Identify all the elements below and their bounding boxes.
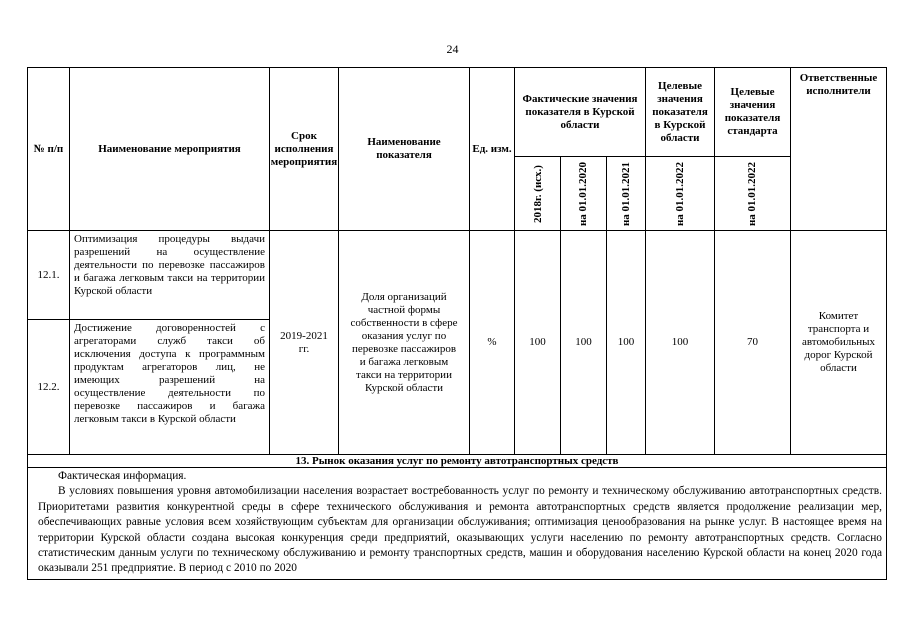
header-responsible: Ответственные исполнители	[790, 67, 887, 231]
deadline-cell: 2019-2021 гг.	[269, 230, 339, 455]
body-paragraph: В условиях повышения уровня автомобилизации населения возрастает востребованность услуг по ремонту и техническому обслуживанию автотранспортных средств. Приоритетами развития конкурентной среды в сфере технического обслуживания и ремонта автотранспортных средств является продолжение реализации мер, обеспечивающих равные условия всем хозяйствующим субъектам для организации обслуживания; оптимизация ценообразования на рынке услуг. В настоящее время на территории Курской области создана высокая конкуренция среди предприятий, оказывающих услуги населению по ремонту автотранспортных средств. Согласно статистическим данным услуги по техническому обслуживанию и ремонту транспортных средств, машин и оборудования населению Курской области на конец 2020 года оказывали 251 предприятие. В период с 2010 по 2020	[38, 485, 882, 575]
header-measure: Наименование мероприятия	[69, 67, 270, 231]
row-12-1-num: 12.1.	[27, 230, 70, 320]
header-target-standard: Целевые значения показателя стандарта	[714, 67, 791, 157]
body-text	[34, 466, 886, 578]
target-standard-cell: 70	[714, 230, 791, 455]
section-title: 13. Рынок оказания услуг по ремонту автотранспортных средств	[27, 454, 887, 468]
unit-cell: %	[469, 230, 515, 455]
header-deadline: Срок исполнения мероприятия	[269, 67, 339, 231]
page-number: 24	[446, 42, 459, 56]
header-target-region-date: на 01.01.2022	[645, 156, 715, 231]
header-target-region: Целевые значения показателя в Курской области	[645, 67, 715, 157]
target-region-cell: 100	[645, 230, 715, 455]
row-12-2-measure: Достижение договоренностей с агрегаторами служб такси об исключения доступа к программным продуктам агрегаторов лиц, не имеющих разрешений на осуществление деятельности по перевозке пассажиров и багажа легковым такси в Курской области	[69, 319, 270, 455]
value-2018-cell: 100	[514, 230, 561, 455]
header-actual-2020: на 01.01.2020	[560, 156, 607, 231]
value-2021-cell: 100	[606, 230, 646, 455]
header-unit: Ед. изм.	[469, 67, 515, 231]
responsible-cell: Комитет транспорта и автомобильных дорог Курской области	[790, 230, 887, 455]
header-indicator: Наименование показателя	[338, 67, 470, 231]
header-target-standard-date: на 01.01.2022	[714, 156, 791, 231]
header-num: № п/п	[27, 67, 70, 231]
indicator-cell: Доля организаций частной формы собственности в сфере оказания услуг по перевозке пассажиров и багажа легковым такси на территории Курской области	[338, 230, 470, 455]
body-label: Фактическая информация.	[58, 470, 187, 482]
header-actual-2018: 2018г. (исх.)	[514, 156, 561, 231]
header-actual-group: Фактические значения показателя в Курской области	[514, 67, 646, 157]
header-actual-2021: на 01.01.2021	[606, 156, 646, 231]
value-2020-cell: 100	[560, 230, 607, 455]
row-12-1-measure: Оптимизация процедуры выдачи разрешений на осуществление деятельности по перевозке пассажиров и багажа легковым такси на территории Курской области	[69, 230, 270, 320]
row-12-2-num: 12.2.	[27, 319, 70, 455]
